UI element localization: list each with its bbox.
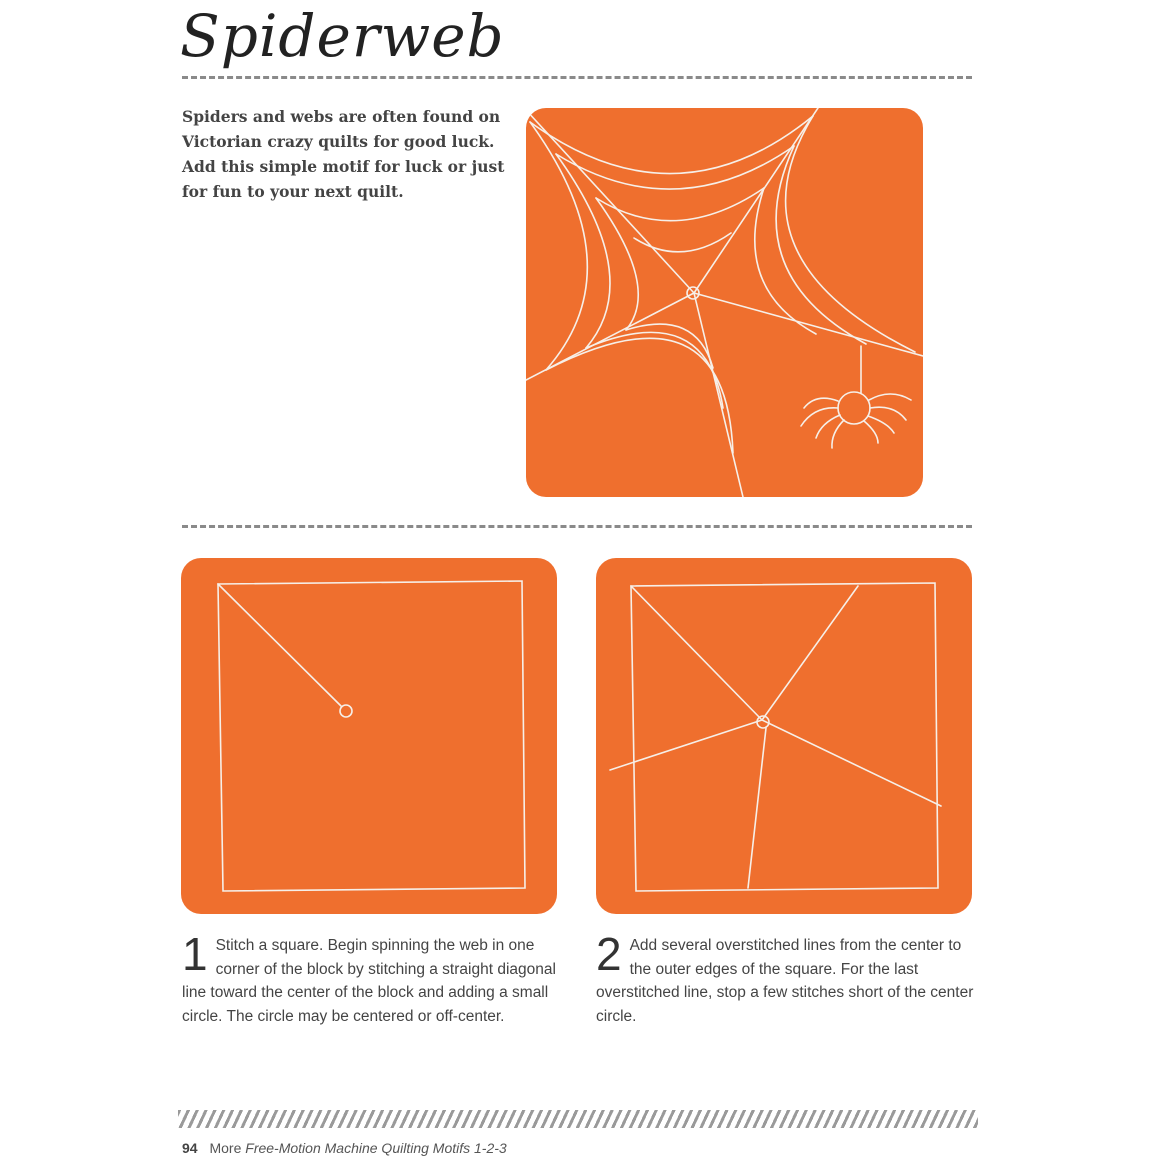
step-1-number: 1 — [182, 928, 208, 980]
step-2 — [596, 928, 976, 1028]
step-2-image — [596, 558, 972, 914]
footer-hatched-bar — [178, 1110, 978, 1128]
page-footer — [182, 1140, 507, 1156]
step-1-text: Stitch a square. Begin spinning the web in one corner of the block by stitching a straight diagonal line toward the center of the block and adding a small circle. The circle may be centered or off-center. — [182, 937, 556, 1025]
middle-dashed-divider — [182, 525, 972, 528]
finished-spiderweb-image — [526, 108, 923, 497]
book-title-prefix: More — [209, 1140, 246, 1156]
step-2-text: Add several overstitched lines from the center to the outer edges of the square. For the last overstitched line, stop a few stitches short of the center circle. — [596, 937, 974, 1025]
book-title: Free-Motion Machine Quilting Motifs 1-2-3 — [245, 1140, 507, 1156]
page-number: 94 — [182, 1140, 198, 1156]
step-1 — [182, 928, 562, 1028]
intro-text: Spiders and webs are often found on Victorian crazy quilts for good luck. Add this simple motif for luck or just for fun to your next quilt. — [182, 107, 505, 201]
step-2-number: 2 — [596, 928, 622, 980]
step-1-image — [181, 558, 557, 914]
page-title: Spiderweb — [180, 2, 505, 70]
top-dashed-divider — [182, 76, 972, 79]
